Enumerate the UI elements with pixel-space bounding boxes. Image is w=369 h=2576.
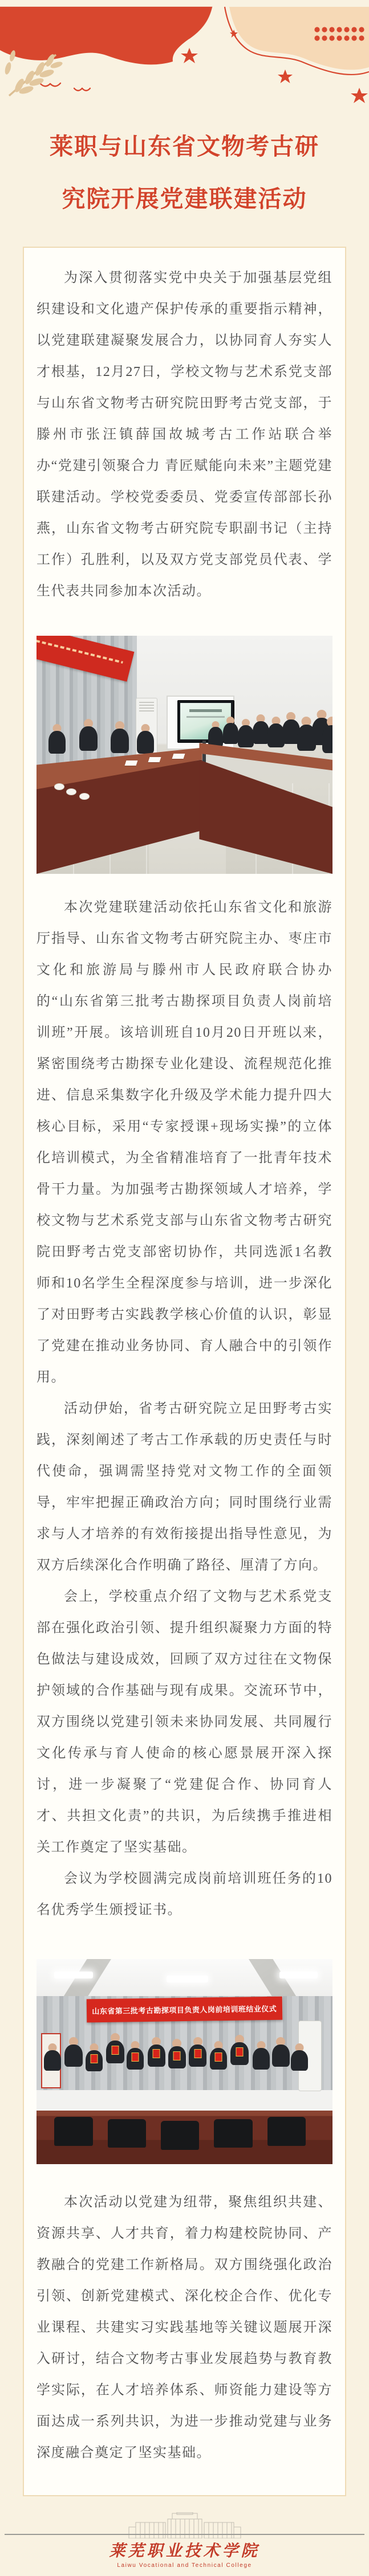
- paragraph-4: 会上，学校重点介绍了文物与艺术系党支部在强化政治引领、提升组织凝聚力方面的特色做法与建设成效，回顾了双方过往在文物保护领域的合作基础与现有成果。交流环节中，双方围绕以党建引领未来协同发展、共同履行文化传承与育人使命的核心愿景展开深入探讨，进一步凝聚了“党建促合作、协同育人才、共担文化责”的共识，为后续携手推进相关工作奠定了坚实基础。: [37, 1589, 332, 1855]
- article-card: [23, 247, 346, 2496]
- page-footer: [0, 2496, 369, 2576]
- article-title-line2: 究院开展党建联建活动: [62, 186, 307, 212]
- article-title: [10, 120, 359, 225]
- header-decoration-art: [0, 0, 369, 105]
- paragraph-3: 活动伊始，省考古研究院立足田野考古实践，深刻阐述了考古工作承载的历史责任与时代使命，强调需坚持党对文物工作的全面领导，牢牢把握正确政治方向；同时围绕行业需求与人才培养的有效衔接提出指导性意见，为双方后续深化合作明确了路径、厘清了方向。: [37, 1401, 332, 1573]
- ceremony-group-photo: [37, 1959, 332, 2164]
- college-building-drawing: [128, 2512, 242, 2541]
- chairs: [37, 1959, 332, 2164]
- ceremony-banner-text: 山东省第三批考古勘探项目负责人岗前培训班结业仪式: [92, 2005, 277, 2016]
- college-logo: [0, 2538, 369, 2569]
- paragraph-6: 本次活动以党建为纽带，聚焦组织共建、资源共享、人才共育，着力构建校院协同、产教融合的党建工作新格局。双方围绕强化政治引领、创新党建模式、深化校企合作、优化专业课程、共建实习实践基地等关键议题展开深入研讨，结合文物考古事业发展趋势与教育教学实际，在人才培养体系、师资能力建设等方面达成一系列共识，为进一步推动党建与业务深度融合奠定了坚实基础。: [37, 2195, 332, 2460]
- bird-icons: [40, 83, 90, 91]
- paragraph-2: 本次党建联建活动依托山东省文化和旅游厅指导、山东省文物考古研究院主办、枣庄市文化和旅游局与滕州市人民政府联合协办的“山东省第三批考古勘探项目负责人岗前培训班”开展。该培训班自10月20日开班以来，紧密围绕考古勘探专业化建设、流程规范化推进、信息采集数字化升级及学术能力提升四大核心目标，采用“专家授课+现场实操”的立体化培训模式，为全省精准培育了一批青年技术骨干力量。为加强考古勘探领域人才培养，学校文物与艺术系党支部与山东省文物考古研究院田野考古党支部密切协作，共同选派1名教师和10名学生全程深度参与培训，进一步深化了对田野考古实践教学核心价值的认识，彰显了党建在推动业务协同、育人融合中的引领作用。: [37, 900, 332, 1385]
- footer-divider: [5, 2534, 364, 2535]
- meeting-room-photo: [37, 636, 332, 874]
- college-logo-english: Laiwu Vocational and Technical College: [117, 2562, 252, 2569]
- paragraph-5: 会议为学校圆满完成岗前培训班任务的10名优秀学生颁授证书。: [37, 1871, 332, 1917]
- paragraph-1: 为深入贯彻落实党中央关于加强基层党组织建设和文化遗产保护传承的重要指示精神，以党建联建凝聚发展合力，以协同育人夯实人才根基，12月27日，学校文物与艺术系党支部与山东省文物考古研究院田野考古党支部，于滕州市张汪镇薛国故城考古工作站联合举办“党建引领聚合力 青匠赋能向未来”主题党建联建活动。学校党委委员、党委宣传部部长孙燕，山东省文物考古研究院专职副书记（主持工作）孔胜利，以及双方党支部党员代表、学生代表共同参加本次活动。: [37, 271, 332, 599]
- college-logo-chinese: 莱芜职业技术学院: [109, 2542, 260, 2560]
- header-decoration: [0, 0, 369, 105]
- article-title-line1: 莱职与山东省文物考古研: [50, 133, 319, 160]
- red-band-shape: [0, 7, 212, 64]
- teacups: [37, 636, 332, 874]
